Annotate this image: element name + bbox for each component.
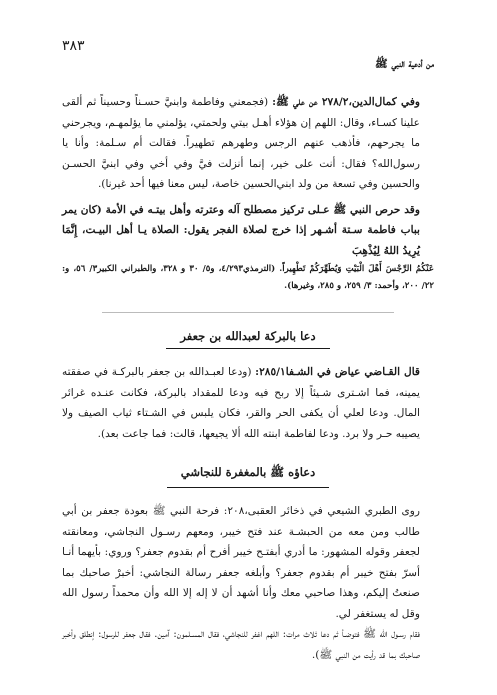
page-body xyxy=(62,92,434,665)
section-heading: دعا بالبركة لعبدالله بن جعفر xyxy=(166,329,329,349)
paragraph-tabari: روى الطبري الشيعي في ذخائر العقبى،٢٠٨: فرحة النبي ﷺ بعودة جعفر بن أبي طالب ومن معه من الحبشـة عند فتح خيبر، ومعهم رسـول النجاشي، ومعانقته لجعفر وقوله المشهور: ما أدري أبفتـح خيبر أفرح أم بقدوم جعفر؟ وروي: بأيهما أنـا أسرّ بفتح خيبر أم بقدوم جعفر؟ وأبلغه جعفر رسالة النجاشي: أخبرْ صاحبك بما صنعتُ إليكم، وهذا صاحبي معك وأنا أشهد أن لا إله إلا الله وأن محمداً رسول الله وقل له يستغفر لي. xyxy=(62,505,420,620)
paragraph-text: (ودعا لعبـدالله بن جعفر بالبركـة في صفقته يمينه، فما اشـترى شـيئاً إلا ربح فيه ودعا للمقداد بالبركة، فكانت عنـده غرائر المال. ودعا لعلي أن يكفى الحر والقر، فكان يلبس في الشـتاء ثياب الصيف ولا يصيبه حـر ولا برد. ودعا لفاطمة ابنته الله ألا يجيعها، قالت: فما جاعت بعد). xyxy=(62,366,420,440)
paragraph-prayer-najashi: فقام رسـول الله ﷺ فتوضـأ ثم دعا ثلاث مرات: اللهم اغفر للنجاشي، فقال المسـلمون: آمين. فقال جعفر للرسول: إنطلق وأخبر صاحبك بما قد رأيت من النبي ﷺ). xyxy=(62,628,420,661)
paragraph-verse-reference: عَنْكُمُ الرِّجْسَ أَهْلَ الْبَيْتِ وَيُطَهِّرَكُمْ تَطْهِيراً. (الترمذي٤/٢٩٣، و٥/ ٣٠ و ٣٢٨، والطبراني الكبير٣/ ٥٦، و: ٢٢/ ٢٠٠، وأحمد: ٣/ ٢٥٩، و ٢٨٥، وغيرها). xyxy=(62,264,434,291)
paragraph-kamal-aldin xyxy=(62,92,434,195)
running-head: من أدعية النبي ﷺ xyxy=(374,58,434,70)
section-heading-wrapper xyxy=(62,312,434,349)
page-number: ٣٨٣ xyxy=(62,38,85,54)
section-heading-wrapper xyxy=(62,461,434,488)
paragraph-lead: وفي كمال‌الدين،٢٧٨/٢ عن علي ﷺ: xyxy=(272,96,420,108)
section-heading: دعاؤه ﷺ بالمغفرة للنجاشي xyxy=(167,465,330,488)
paragraph-prophet-emphasis: وقد حرص النبي ﷺ عـلى تركيز مصطلح آله وعترته وأهل بيتـه في الأمة (كان يمر بباب فاطمة سـتة أشـهر إذا خرج لصلاة الفجر يقول: الصلاة يـا أهل البيـت، إِنَّمَا يُرِيدُ اللهُ لِيُذْهِبَ xyxy=(62,203,420,257)
paragraph-lead: قال القـاضي عياض في الشـفا٢٨٥/١: xyxy=(255,366,421,378)
paragraph-qadi-iyad xyxy=(62,362,434,444)
paragraph-text: (فجمعني وفاطمة وابنيَّ حسـناً وحسيناً ثم ألقى علينا كسـاء، وقال: اللهم إن هؤلاء أهـل بيتي ولحمتي، يؤلمني ما يؤلمهـم، ويجرحني ما يجرحهم، فأذهب عنهم الرجس وطهرهم تطهيراً. فقالت أم سـلمة: وأنا يا رسول‌الله؟ فقال: أنت على خير، إنما أنزلت فيَّ وفي أخي وفي ابنيَّ الحسـن والحسين وفي تسعة من ولد ابني‌الحسين خاصة، ليس معنا فيها أحد غيرنا). xyxy=(62,96,420,190)
page-header xyxy=(62,38,434,78)
section-divider xyxy=(102,312,394,313)
